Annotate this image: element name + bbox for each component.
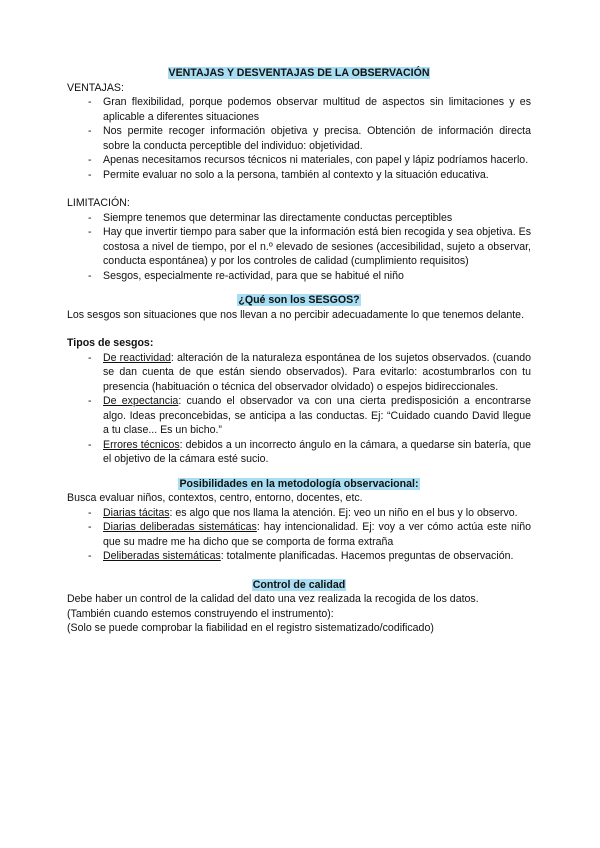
list-item xyxy=(67,520,531,549)
posibilidades-heading: Posibilidades en la metodología observacional: xyxy=(179,477,419,490)
term-description: : es algo que nos llama la atención. Ej: veo un niño en el bus y lo observo. xyxy=(169,506,518,519)
sesgos-heading-row xyxy=(67,293,531,308)
title-row xyxy=(67,66,531,81)
term-description: : debidos a un incorrecto ángulo en la cámara, a quedarse sin batería, que el objetivo de la cámara esté sucio. xyxy=(103,438,531,465)
tipos-sesgos-label: Tipos de sesgos: xyxy=(67,337,154,349)
list-item: - Permite evaluar no solo a la persona, también al contexto y la situación educativa. xyxy=(67,168,531,183)
list-item: - Sesgos, especialmente re-actividad, para que se habitué el niño xyxy=(67,269,531,284)
term: Deliberadas sistemáticas xyxy=(103,550,221,562)
list-item: - Gran flexibilidad, porque podemos observar multitud de aspectos sin limitaciones y es aplicable a diferentes situaciones xyxy=(67,95,531,124)
page-title: VENTAJAS Y DESVENTAJAS DE LA OBSERVACIÓN xyxy=(168,67,430,79)
posibilidades-heading-row xyxy=(67,477,531,492)
list-item xyxy=(67,438,531,467)
list-item: - Nos permite recoger información objetiva y precisa. Obtención de información directa sobre la conducta perceptible del individuo: objetividad. xyxy=(67,124,531,153)
control-heading: Control de calidad xyxy=(252,578,346,591)
posibilidades-list xyxy=(67,506,531,564)
list-item xyxy=(67,506,531,521)
ventajas-label: VENTAJAS: xyxy=(67,81,124,94)
ventajas-list xyxy=(67,95,531,182)
term: De expectancia xyxy=(103,395,179,407)
list-item: - Siempre tenemos que determinar las directamente conductas perceptibles xyxy=(67,211,531,226)
term: De reactividad xyxy=(103,351,171,364)
term-description: : totalmente planificadas. Hacemos preguntas de observación. xyxy=(220,550,514,562)
limitacion-list xyxy=(67,211,531,284)
list-item xyxy=(67,549,531,564)
control-line: (También cuando estemos construyendo el instrumento): xyxy=(67,607,334,620)
document-content xyxy=(67,66,531,636)
list-item xyxy=(67,394,531,438)
list-item: - Hay que invertir tiempo para saber que la información está bien recogida y sea objetiva. Es costosa a nivel de tiempo, por el n.º elevado de sesiones (accesibilidad, sujeto a observar, conducta espontánea) y por los controles de calidad (cumplimiento requisitos) xyxy=(67,225,531,269)
sesgos-heading: ¿Qué son los SESGOS? xyxy=(238,294,360,306)
term-description: : cuando el observador va con una cierta predisposición a encontrarse algo. Ideas preconcebidas, se anticipa a las conductas. Ej: “Cuidado cuando David llegue a tu clase... Es un bicho.” xyxy=(103,395,531,436)
term-description: : alteración de la naturaleza espontánea de los sujetos observados. (cuando se dan cuenta de que están siendo observados). Para evitarlo: acostumbrarlos con tu presencia (habituación o técnica del observador olvidado) o espejos bidireccionales. xyxy=(103,351,531,393)
tipos-sesgos-list xyxy=(67,351,531,467)
sesgos-definition: Los sesgos son situaciones que nos llevan a no percibir adecuadamente lo que tenemos delante. xyxy=(67,308,525,321)
limitacion-label: LIMITACIÓN: xyxy=(67,197,130,209)
term: Diarias tácitas xyxy=(103,506,170,519)
posibilidades-intro: Busca evaluar niños, contextos, centro, entorno, docentes, etc. xyxy=(67,492,363,504)
list-item: - Apenas necesitamos recursos técnicos ni materiales, con papel y lápiz podríamos hacerlo. xyxy=(67,153,531,168)
control-heading-row xyxy=(67,578,531,593)
list-item xyxy=(67,351,531,395)
term: Errores técnicos xyxy=(103,438,180,451)
term: Diarias deliberadas sistemáticas xyxy=(103,521,257,533)
term-description: : hay intencionalidad. Ej: voy a ver cómo actúa este niño que su madre me ha dicho que se comporta de forma extraña xyxy=(103,521,531,548)
control-line: (Solo se puede comprobar la fiabilidad en el registro sistematizado/codificado) xyxy=(67,622,434,634)
control-line: Debe haber un control de la calidad del dato una vez realizada la recogida de los datos. xyxy=(67,593,479,605)
